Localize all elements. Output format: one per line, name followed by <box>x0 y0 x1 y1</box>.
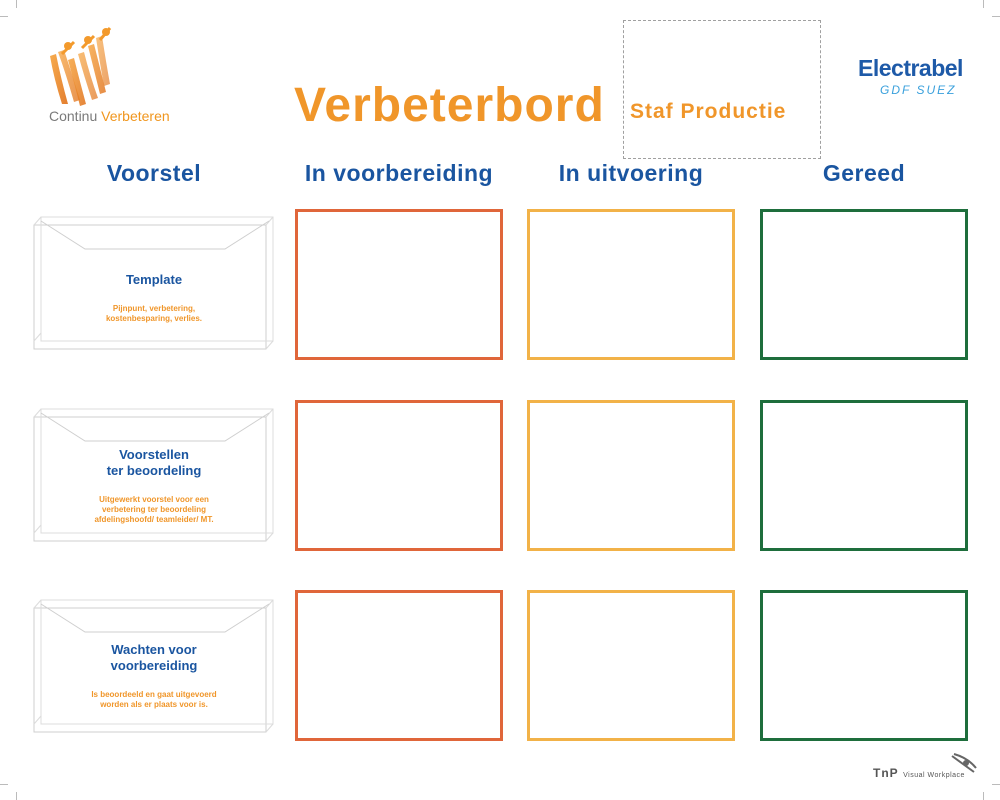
eye-logo-icon <box>950 752 978 774</box>
board-cell-gereed[interactable] <box>760 209 968 360</box>
crop-mark <box>983 792 984 800</box>
crop-mark <box>0 784 8 785</box>
board-title: Verbeterbord <box>294 79 605 132</box>
envelope-description: Uitgewerkt voorstel voor een verbetering ter beoordeling afdelingshoofd/ teamleider/ MT. <box>94 495 214 524</box>
board-cell-gereed[interactable] <box>760 400 968 551</box>
envelope-description: Is beoordeeld en gaat uitgevoerd worden als er plaats voor is. <box>91 690 217 709</box>
department-name: Staf Productie <box>630 100 787 123</box>
crop-mark <box>16 792 17 800</box>
logo-caption: Continu Verbeteren <box>49 108 170 124</box>
envelope-title: Template <box>125 272 183 287</box>
envelope-description: Pijnpunt, verbetering, kostenbesparing, verlies. <box>105 304 203 323</box>
crop-mark <box>16 0 17 8</box>
brand-logo: Electrabel <box>858 55 963 81</box>
board-cell-in-voorbereiding[interactable] <box>295 400 503 551</box>
board-cell-in-uitvoering[interactable] <box>527 209 735 360</box>
board-cell-in-uitvoering[interactable] <box>527 400 735 551</box>
footer-credit: TnP Visual Workplace <box>873 766 965 780</box>
envelope-title: Voorstellen ter beoordeling <box>106 447 202 478</box>
board-cell-in-uitvoering[interactable] <box>527 590 735 741</box>
department-placeholder-frame <box>623 20 821 159</box>
crop-mark <box>992 16 1000 17</box>
crop-mark <box>0 16 8 17</box>
column-header-in-voorbereiding: In voorbereiding <box>304 160 494 186</box>
envelope-title: Wachten voor voorbereiding <box>110 642 198 673</box>
crop-mark <box>992 784 1000 785</box>
brand-sub-logo: GDF SUEZ <box>880 83 957 97</box>
column-header-voorstel: Voorstel <box>106 160 202 186</box>
board-cell-gereed[interactable] <box>760 590 968 741</box>
column-header-gereed: Gereed <box>822 160 906 186</box>
board-cell-in-voorbereiding[interactable] <box>295 590 503 741</box>
column-header-in-uitvoering: In uitvoering <box>558 160 704 186</box>
board-cell-in-voorbereiding[interactable] <box>295 209 503 360</box>
crop-mark <box>983 0 984 8</box>
